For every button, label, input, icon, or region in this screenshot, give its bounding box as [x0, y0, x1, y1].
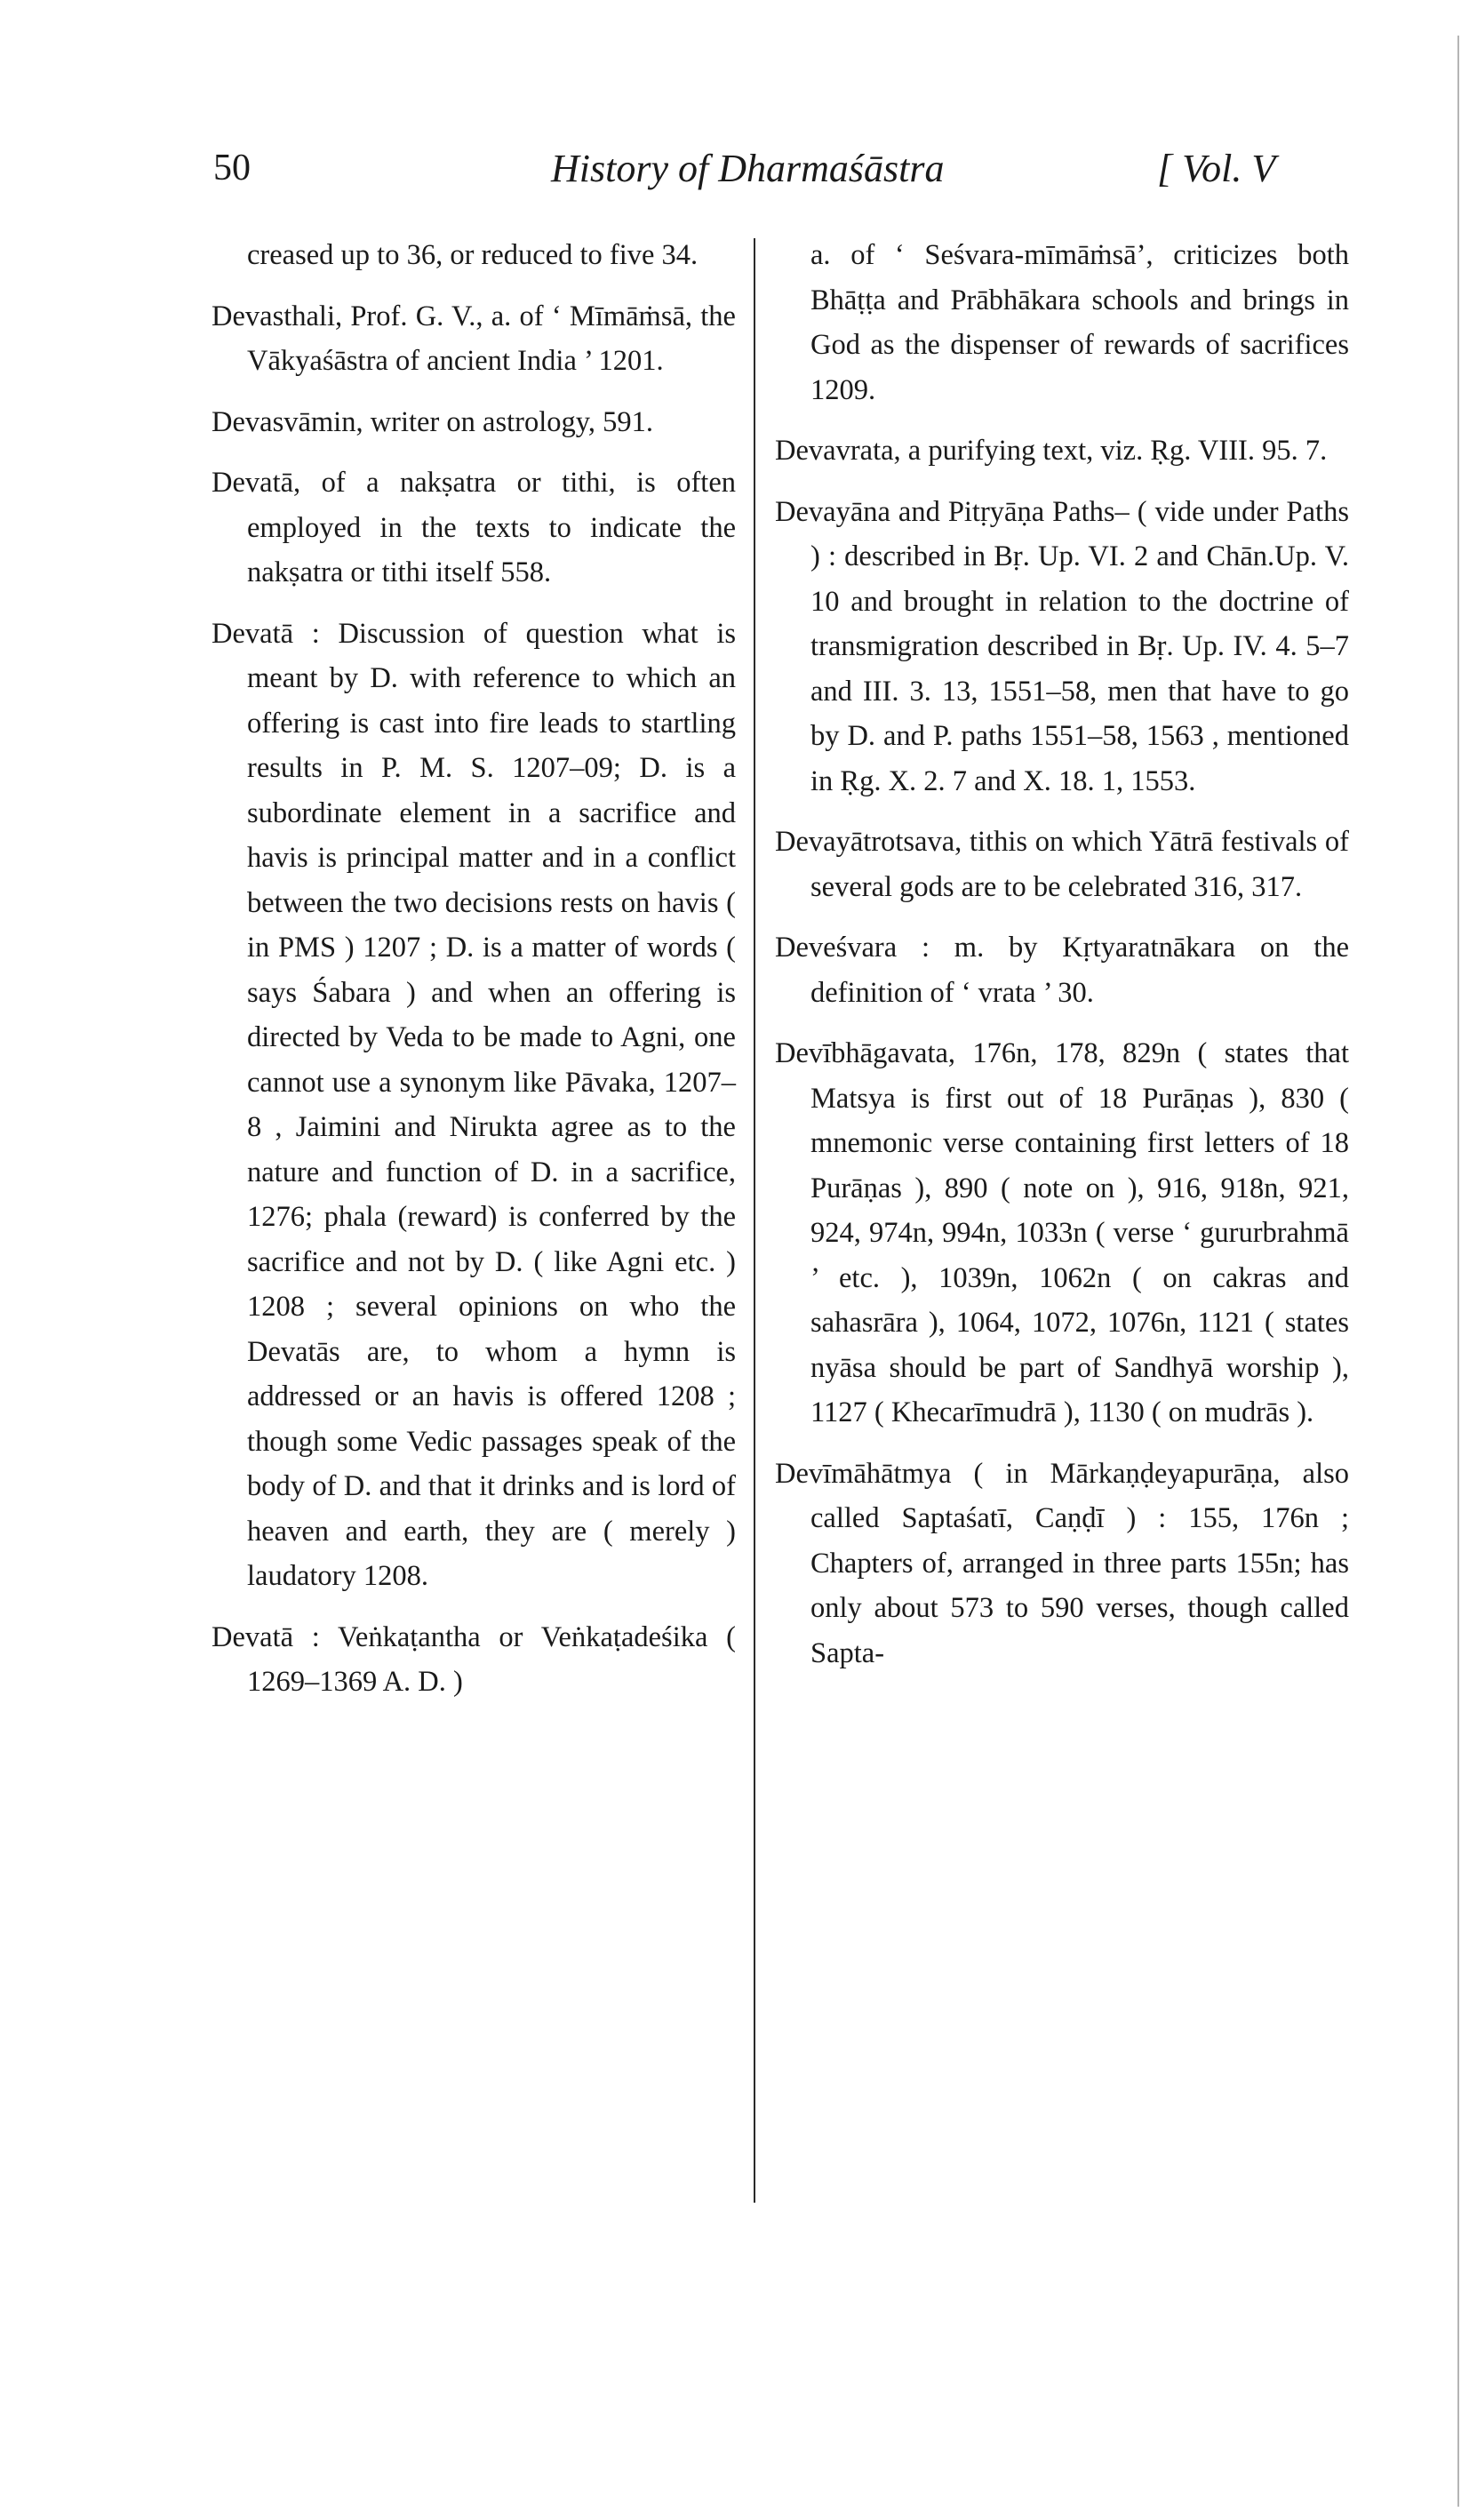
index-entry: Devasthali, Prof. G. V., a. of ‘ Mīmāṁsā, the Vākyaśāstra of ancient India ’ 1201.: [212, 300, 736, 377]
right-column: [775, 233, 1349, 1692]
running-title: History of Dharmaśāstra: [551, 147, 945, 190]
index-entry: a. of ‘ Seśvara-mīmāṁsā’, criticizes both Bhāṭṭa and Prābhākara schools and brings in God as the dispenser of rewards of sacrifices 1209.: [810, 239, 1349, 406]
index-entry: Devīmāhātmya ( in Mārkaṇḍeyapurāṇa, also called Saptaśatī, Caṇḍī ) : 155, 176n ; Chapters of, arranged in three parts 155n; has only about 573 to 590 verses, though called Sapta-: [775, 1457, 1349, 1669]
index-entry: Deveśvara : m. by Kṛtyaratnākara on the definition of ‘ vrata ’ 30.: [775, 932, 1349, 1009]
index-entry: Devayāna and Pitṛyāṇa Paths– ( vide under Paths ) : described in Bṛ. Up. VI. 2 and Chān.Up. V. 10 and brought in relation to the doctrine of transmigration described in Bṛ. Up. IV. 4. 5–7 and III. 3. 13, 1551–58, men that have to go by D. and P. paths 1551–58, 1563 , mentioned in Ṛg. X. 2. 7 and X. 18. 1, 1553.: [775, 495, 1349, 797]
index-entry: Devatā : Veṅkaṭantha or Veṅkaṭadeśika ( 1269–1369 A. D. ): [212, 1620, 736, 1698]
volume-label: [ Vol. V: [1157, 147, 1276, 190]
index-entry: Devayātrotsava, tithis on which Yātrā festivals of several gods are to be celebrated 316, 317.: [775, 826, 1349, 903]
index-entry: Devatā : Discussion of question what is meant by D. with reference to which an offering is cast into fire leads to startling results in P. M. S. 1207–09; D. is a subordinate element in a sacrifice and havis is principal matter and in a conflict between the two decisions rests on havis ( in PMS ) 1207 ; D. is a matter of words ( says Śabara ) and when an offering is directed by Veda to be made to Agni, one cannot use a synonym like Pāvaka, 1207–8 , Jaimini and Nirukta agree as to the nature and function of D. in a sacrifice, 1276; phala (reward) is conferred by the sacrifice and not by D. ( like Agni etc. ) 1208 ; several opinions on who the Devatās are, to whom a hymn is addressed or an havis is offered 1208 ; though some Vedic passages speak of the body of D. and that it drinks and is lord of heaven and earth, they are ( merely ) laudatory 1208.: [212, 617, 736, 1592]
page-number: 50: [213, 148, 251, 188]
index-entry: Devatā, of a nakṣatra or tithi, is often employed in the texts to indicate the nakṣatra or tithi itself 558.: [212, 467, 736, 588]
index-entry: creased up to 36, or reduced to five 34.: [247, 239, 699, 271]
left-column: [212, 233, 736, 1721]
index-entry: Devavrata, a purifying text, viz. Ṛg. VIII. 95. 7.: [775, 435, 1328, 467]
index-entry: Devasvāmin, writer on astrology, 591.: [212, 405, 654, 438]
index-entry: Devībhāgavata, 176n, 178, 829n ( states that Matsya is first out of 18 Purāṇas ), 830 ( mnemonic verse containing first letters of 18 Purāṇas ), 890 ( note on ), 916, 918n, 921, 924, 974n, 994n, 1033n ( verse ‘ gururbrahmā ’ etc. ), 1039n, 1062n ( on cakras and sahasrāra ), 1064, 1072, 1076n, 1121 ( states nyāsa should be part of Sandhyā worship ), 1127 ( Khecarīmudrā ), 1130 ( on mudrās ).: [775, 1037, 1349, 1428]
column-divider: [754, 238, 755, 2203]
page-edge-rule: [1457, 36, 1459, 2507]
